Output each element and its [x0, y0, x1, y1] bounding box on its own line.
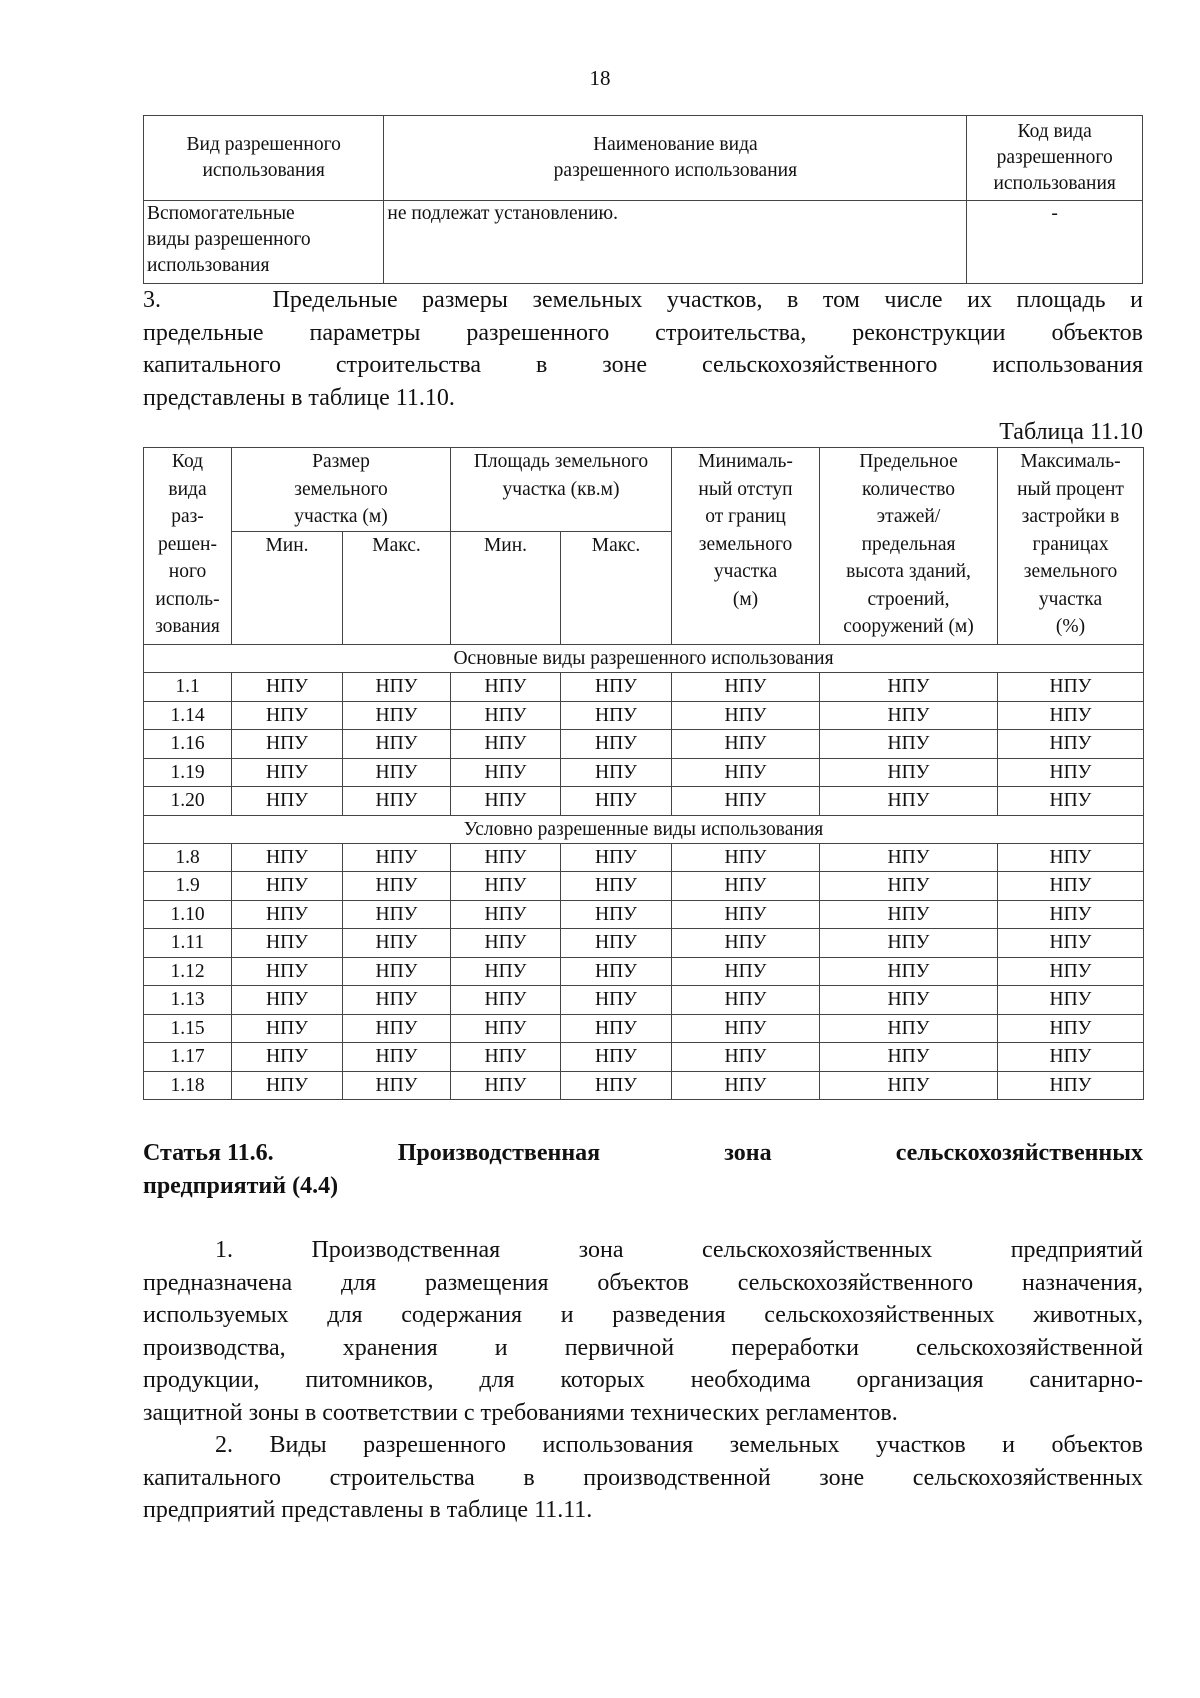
cell-value: НПУ: [343, 929, 451, 958]
cell-value: НПУ: [820, 1014, 998, 1043]
cell-value: НПУ: [561, 1043, 672, 1072]
header-max-floors: Предельное количество этажей/ предельная высота зданий, строений, сооружений (м): [820, 448, 998, 645]
cell-code: 1.9: [144, 872, 232, 901]
cell-value: НПУ: [561, 957, 672, 986]
cell-value: НПУ: [343, 900, 451, 929]
paragraph-line: 3. Предельные размеры земельных участков, в том числе их площадь и: [143, 287, 1143, 313]
cell-code: 1.16: [144, 730, 232, 759]
cell-value: НПУ: [672, 1071, 820, 1100]
cell-value: НПУ: [672, 900, 820, 929]
header-size-min: Мин.: [232, 532, 343, 645]
cell-value: НПУ: [672, 787, 820, 816]
cell-value: НПУ: [998, 1014, 1144, 1043]
cell-value: НПУ: [232, 1071, 343, 1100]
paragraph-line: предприятий представлены в таблице 11.11.: [143, 1497, 593, 1523]
cell-code: 1.10: [144, 900, 232, 929]
cell-value: НПУ: [451, 872, 561, 901]
cell-value: НПУ: [343, 986, 451, 1015]
paragraph-2: [143, 1429, 1143, 1527]
cell-value: НПУ: [820, 929, 998, 958]
cell-value: НПУ: [232, 787, 343, 816]
cell-value: НПУ: [672, 872, 820, 901]
cell-value: НПУ: [998, 1071, 1144, 1100]
cell-code: 1.19: [144, 758, 232, 787]
cell-value: НПУ: [820, 1043, 998, 1072]
cell-value: НПУ: [451, 929, 561, 958]
paragraph-line: представлены в таблице 11.10.: [143, 384, 455, 411]
cell-value: НПУ: [451, 986, 561, 1015]
paragraph-3: [143, 284, 1143, 414]
table-row: [144, 201, 1143, 284]
cell-value: НПУ: [672, 673, 820, 702]
cell-value: НПУ: [561, 1014, 672, 1043]
cell-value: НПУ: [998, 872, 1144, 901]
parameters-table-body: [144, 645, 1144, 1100]
cell-value: НПУ: [820, 957, 998, 986]
table-row: [144, 929, 1144, 958]
header-code: Код вида раз- решен- ного исполь- зования: [144, 448, 232, 645]
cell-value: НПУ: [672, 730, 820, 759]
table-row: [144, 1071, 1144, 1100]
cell-value: НПУ: [998, 929, 1144, 958]
cell-value: НПУ: [820, 673, 998, 702]
cell-value: НПУ: [998, 986, 1144, 1015]
cell-value: НПУ: [561, 986, 672, 1015]
cell-value: НПУ: [998, 843, 1144, 872]
cell-value: НПУ: [343, 872, 451, 901]
table-row: [144, 986, 1144, 1015]
table-row: [144, 872, 1144, 901]
cell-value: НПУ: [451, 730, 561, 759]
table-row: [144, 758, 1144, 787]
paragraph-line: капитального строительства в зоне сельскохозяйственного использования: [143, 352, 1143, 378]
table-row: [144, 787, 1144, 816]
cell-value: НПУ: [232, 872, 343, 901]
article-heading-line: предприятий (4.4): [143, 1172, 339, 1199]
cell-value: НПУ: [561, 929, 672, 958]
cell-value: НПУ: [561, 872, 672, 901]
cell-value: НПУ: [343, 787, 451, 816]
header-use-type: Вид разрешенного использования: [144, 116, 384, 201]
cell-value: НПУ: [343, 1043, 451, 1072]
cell-value: НПУ: [820, 787, 998, 816]
cell-value: НПУ: [998, 673, 1144, 702]
permitted-use-table: [143, 115, 1143, 284]
header-max-coverage: Максималь- ный процент застройки в границах земельного участка (%): [998, 448, 1144, 645]
header-area-max: Макс.: [561, 532, 672, 645]
cell-code: 1.14: [144, 701, 232, 730]
section-title: Основные виды разрешенного использования: [144, 645, 1144, 673]
cell-value: НПУ: [672, 929, 820, 958]
table-row: [144, 1043, 1144, 1072]
header-min-setback: Минималь- ный отступ от границ земельного участка (м): [672, 448, 820, 645]
table-row: [144, 673, 1144, 702]
cell-value: НПУ: [343, 957, 451, 986]
cell-code: 1.13: [144, 986, 232, 1015]
cell-value: НПУ: [343, 730, 451, 759]
cell-value: НПУ: [232, 758, 343, 787]
cell-value: НПУ: [232, 701, 343, 730]
cell-value: НПУ: [451, 843, 561, 872]
cell-value: НПУ: [451, 758, 561, 787]
cell-value: НПУ: [998, 957, 1144, 986]
cell-value: НПУ: [561, 1071, 672, 1100]
cell-value: НПУ: [561, 787, 672, 816]
cell-value: НПУ: [561, 701, 672, 730]
header-area-min: Мин.: [451, 532, 561, 645]
paragraph-line: используемых для содержания и разведения сельскохозяйственных животных,: [143, 1302, 1143, 1328]
cell-code: 1.18: [144, 1071, 232, 1100]
cell-value: НПУ: [672, 843, 820, 872]
cell-code: 1.15: [144, 1014, 232, 1043]
page-number: 18: [589, 66, 611, 90]
cell-value: НПУ: [451, 957, 561, 986]
cell-value: НПУ: [998, 900, 1144, 929]
cell-value: НПУ: [820, 730, 998, 759]
cell-value: НПУ: [343, 701, 451, 730]
cell-value: НПУ: [820, 1071, 998, 1100]
cell-value: НПУ: [451, 787, 561, 816]
cell-code: 1.20: [144, 787, 232, 816]
cell-value: НПУ: [998, 758, 1144, 787]
table-row: [144, 900, 1144, 929]
article-heading: [143, 1137, 1143, 1202]
section-title: Условно разрешенные виды использования: [144, 815, 1144, 843]
section-row: [144, 645, 1144, 673]
cell-value: НПУ: [343, 1014, 451, 1043]
cell-value: НПУ: [820, 986, 998, 1015]
cell-value: НПУ: [998, 1043, 1144, 1072]
cell-value: НПУ: [232, 957, 343, 986]
cell-value: НПУ: [820, 758, 998, 787]
table-row: [144, 1014, 1144, 1043]
paragraph-line: предназначена для размещения объектов сельскохозяйственного назначения,: [143, 1269, 1143, 1296]
paragraph-line: производства, хранения и первичной переработки сельскохозяйственной: [143, 1334, 1143, 1361]
cell-value: НПУ: [561, 758, 672, 787]
cell-value: НПУ: [998, 701, 1144, 730]
cell-value: НПУ: [232, 673, 343, 702]
cell-value: НПУ: [672, 986, 820, 1015]
cell-value: НПУ: [343, 843, 451, 872]
cell-value: НПУ: [232, 900, 343, 929]
parameters-table: [143, 447, 1144, 1100]
cell-value: НПУ: [820, 701, 998, 730]
cell-value: НПУ: [561, 900, 672, 929]
paragraph-line: предельные параметры разрешенного строительства, реконструкции объектов: [143, 319, 1143, 346]
table-row: [144, 701, 1144, 730]
table-header-row: [144, 448, 1144, 532]
cell-value: НПУ: [820, 843, 998, 872]
cell-value: НПУ: [998, 787, 1144, 816]
cell-value: НПУ: [232, 986, 343, 1015]
paragraph-line: капитального строительства в производственной зоне сельскохозяйственных: [143, 1464, 1143, 1491]
cell-value: НПУ: [561, 843, 672, 872]
cell-code: 1.1: [144, 673, 232, 702]
table-row: [144, 957, 1144, 986]
cell-value: НПУ: [232, 1043, 343, 1072]
paragraph-1: [143, 1234, 1143, 1429]
cell-value: НПУ: [672, 758, 820, 787]
cell-value: НПУ: [672, 1043, 820, 1072]
cell-value: НПУ: [451, 900, 561, 929]
cell-value: НПУ: [820, 872, 998, 901]
paragraph-line: 2. Виды разрешенного использования земельных участков и объектов: [215, 1432, 1143, 1458]
header-use-name: Наименование вида разрешенного использования: [384, 116, 967, 201]
cell-use-type: Вспомогательные виды разрешенного использования: [144, 201, 384, 284]
cell-value: НПУ: [232, 929, 343, 958]
header-plot-size: Размер земельного участка (м): [232, 448, 451, 532]
table-caption: Таблица 11.10: [999, 419, 1143, 445]
cell-value: НПУ: [672, 1014, 820, 1043]
cell-value: НПУ: [672, 701, 820, 730]
cell-value: НПУ: [451, 1071, 561, 1100]
cell-value: НПУ: [232, 730, 343, 759]
cell-use-name: не подлежат установлению.: [384, 201, 967, 284]
table-row: [144, 730, 1144, 759]
cell-value: НПУ: [232, 843, 343, 872]
cell-value: НПУ: [998, 730, 1144, 759]
cell-value: НПУ: [232, 1014, 343, 1043]
cell-code: 1.11: [144, 929, 232, 958]
paragraph-line: защитной зоны в соответствии с требованиями технических регламентов.: [143, 1399, 898, 1426]
cell-code: 1.12: [144, 957, 232, 986]
table-header-row: [144, 116, 1143, 201]
header-size-max: Макс.: [343, 532, 451, 645]
section-row: [144, 815, 1144, 843]
article-heading-line: Статья 11.6. Производственная зона сельскохозяйственных: [143, 1140, 1143, 1166]
cell-code: 1.8: [144, 843, 232, 872]
cell-use-code: -: [967, 201, 1143, 284]
cell-value: НПУ: [343, 673, 451, 702]
cell-value: НПУ: [672, 957, 820, 986]
cell-value: НПУ: [820, 900, 998, 929]
header-use-code: Код вида разрешенного использования: [967, 116, 1143, 201]
cell-value: НПУ: [451, 701, 561, 730]
cell-value: НПУ: [561, 673, 672, 702]
header-plot-area: Площадь земельного участка (кв.м): [451, 448, 672, 532]
cell-value: НПУ: [343, 1071, 451, 1100]
table-row: [144, 843, 1144, 872]
paragraph-line: 1. Производственная зона сельскохозяйственных предприятий: [215, 1237, 1143, 1263]
cell-value: НПУ: [451, 673, 561, 702]
cell-value: НПУ: [343, 758, 451, 787]
paragraph-line: продукции, питомников, для которых необходима организация санитарно-: [143, 1367, 1143, 1393]
cell-value: НПУ: [451, 1043, 561, 1072]
cell-value: НПУ: [561, 730, 672, 759]
cell-code: 1.17: [144, 1043, 232, 1072]
cell-value: НПУ: [451, 1014, 561, 1043]
